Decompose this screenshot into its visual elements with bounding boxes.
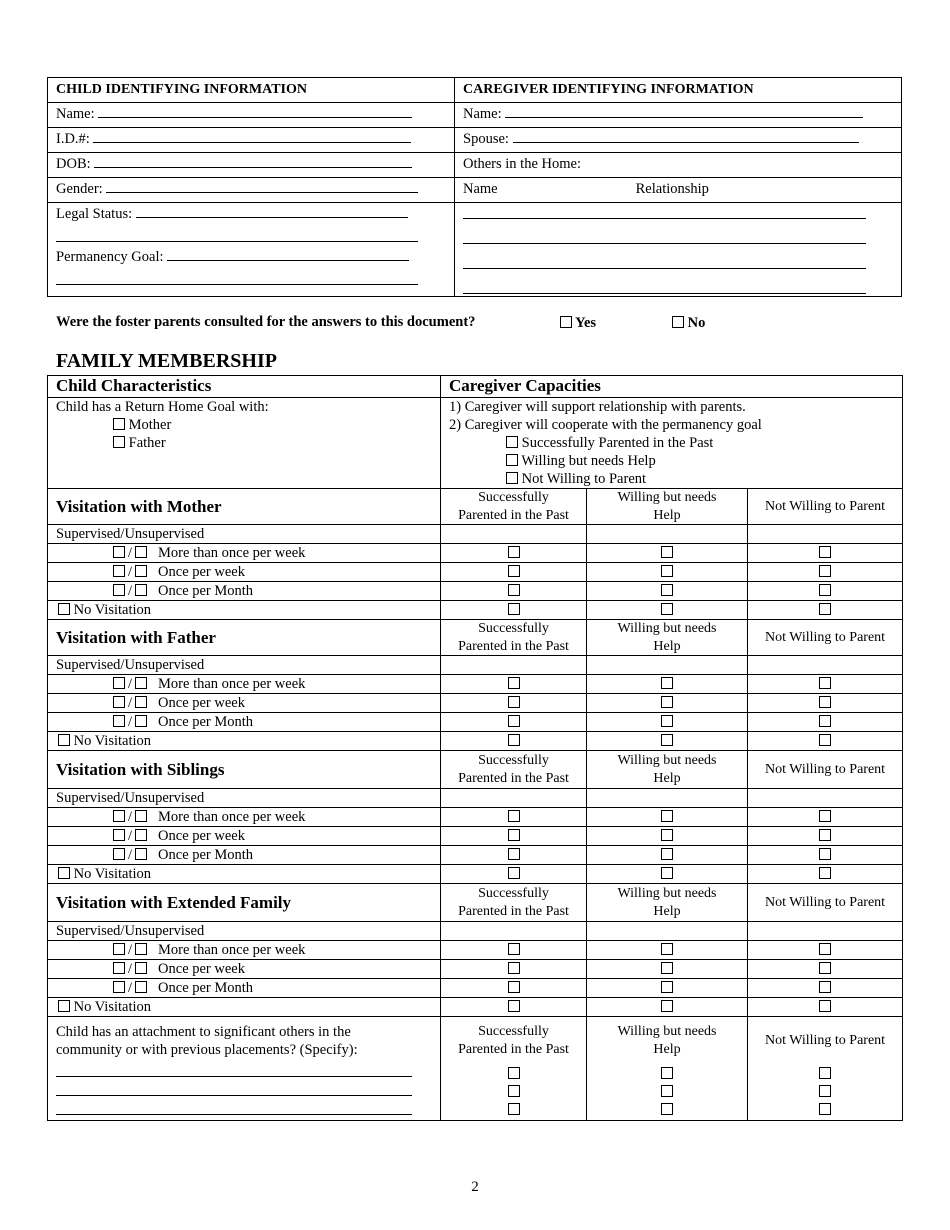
col-successfully-parented: Successfully Parented in the Past	[441, 489, 587, 525]
family-membership-table	[47, 375, 903, 1121]
legal-status-field[interactable]	[136, 205, 408, 218]
attachment-line-1[interactable]	[56, 1075, 412, 1077]
visitation-extended-no-visitation-success-cell	[441, 998, 587, 1017]
spouse-field[interactable]	[513, 130, 859, 143]
visitation-extended-freq-2-not-willing-cell	[748, 960, 903, 979]
visitation-mother-freq-3-success-checkbox[interactable]	[508, 584, 520, 596]
visitation-siblings-no-visitation-success-checkbox[interactable]	[508, 867, 520, 879]
attachment-willing-cell: Willing but needs Help	[587, 1017, 748, 1121]
visitation-extended-freq-3-not-willing-cell	[748, 979, 903, 998]
visitation-father-freq-3-unsupervised-checkbox[interactable]	[135, 715, 147, 727]
visitation-siblings-freq-2-supervised-checkbox[interactable]	[113, 829, 125, 841]
visitation-mother-no-visitation-checkbox[interactable]	[58, 603, 70, 615]
visitation-siblings-freq-3-willing-cell	[587, 846, 748, 865]
caregiver-name-field[interactable]	[505, 105, 863, 118]
visitation-father-freq-1-success-cell	[441, 675, 587, 694]
visitation-extended-freq-1-option	[48, 941, 441, 960]
visitation-father-freq-3-willing-checkbox[interactable]	[661, 715, 673, 727]
visitation-mother-no-visitation-label: No Visitation	[73, 602, 152, 618]
others-label: Others in the Home:	[455, 153, 902, 178]
visitation-extended-no-visitation-checkbox[interactable]	[58, 1000, 70, 1012]
visitation-mother-freq-3-willing-checkbox[interactable]	[661, 584, 673, 596]
mother-checkbox[interactable]	[113, 418, 125, 430]
cap-not-willing-checkbox[interactable]	[506, 472, 518, 484]
attachment-willing-checkbox-2[interactable]	[661, 1085, 673, 1097]
child-id-label: I.D.#:	[56, 131, 90, 147]
visitation-mother-freq-2-option	[48, 563, 441, 582]
visitation-mother-freq-3-supervised-checkbox[interactable]	[113, 584, 125, 596]
visitation-father-freq-2-success-checkbox[interactable]	[508, 696, 520, 708]
col-not-willing: Not Willing to Parent	[748, 884, 903, 922]
visitation-siblings-no-visitation-willing-cell	[587, 865, 748, 884]
page-number: 2	[471, 1179, 479, 1195]
attachment-not-willing-checkbox-1[interactable]	[819, 1067, 831, 1079]
capacity-1: 1) Caregiver will support relationship with parents.	[449, 399, 746, 415]
child-id-cell	[48, 128, 455, 153]
child-gender-field[interactable]	[106, 180, 418, 193]
visitation-father-freq-3-willing-cell	[587, 713, 748, 732]
visitation-extended-freq-2-success-cell	[441, 960, 587, 979]
visitation-mother-freq-1-willing-checkbox[interactable]	[661, 546, 673, 558]
visitation-siblings-no-visitation-checkbox[interactable]	[58, 867, 70, 879]
visitation-siblings-freq-1-label: More than once per week	[158, 809, 306, 825]
spouse-label: Spouse:	[463, 131, 509, 147]
visitation-siblings-freq-2-not-willing-cell	[748, 827, 903, 846]
visitation-siblings-freq-3-unsupervised-checkbox[interactable]	[135, 848, 147, 860]
visitation-extended-freq-2-willing-cell	[587, 960, 748, 979]
visitation-mother-no-visitation-not-willing-checkbox[interactable]	[819, 603, 831, 615]
visitation-father-freq-2-supervised-checkbox[interactable]	[113, 696, 125, 708]
visitation-extended-freq-1-unsupervised-checkbox[interactable]	[135, 943, 147, 955]
visitation-father-no-visitation-label: No Visitation	[73, 733, 152, 749]
empty-cell	[441, 525, 587, 544]
empty-cell	[441, 656, 587, 675]
col-willing-needs-help: Willing but needs Help	[587, 620, 748, 656]
visitation-mother-freq-1-label: More than once per week	[158, 545, 306, 561]
col-successfully-parented: Successfully Parented in the Past	[441, 884, 587, 922]
caregiver-name-label: Name:	[463, 106, 502, 122]
child-info-header: CHILD IDENTIFYING INFORMATION	[48, 78, 455, 103]
visitation-extended-freq-1-label: More than once per week	[158, 942, 306, 958]
visitation-extended-freq-2-not-willing-checkbox[interactable]	[819, 962, 831, 974]
visitation-mother-freq-3-unsupervised-checkbox[interactable]	[135, 584, 147, 596]
visitation-extended-no-visitation-not-willing-cell	[748, 998, 903, 1017]
visitation-mother-freq-1-not-willing-cell	[748, 544, 903, 563]
visitation-extended-freq-1-supervised-checkbox[interactable]	[113, 943, 125, 955]
slash: /	[128, 695, 133, 711]
permanency-goal-field[interactable]	[167, 248, 409, 261]
attachment-success-checkbox-3[interactable]	[508, 1103, 520, 1115]
visitation-father-freq-2-unsupervised-checkbox[interactable]	[135, 696, 147, 708]
child-characteristics-header: Child Characteristics	[48, 376, 441, 398]
visitation-father-freq-3-not-willing-cell	[748, 713, 903, 732]
child-name-label: Name:	[56, 106, 95, 122]
empty-cell	[748, 789, 903, 808]
legal-status-label: Legal Status:	[56, 206, 133, 222]
child-name-field[interactable]	[98, 105, 412, 118]
visitation-mother-no-visitation-not-willing-cell	[748, 601, 903, 620]
visitation-extended-no-visitation-not-willing-checkbox[interactable]	[819, 1000, 831, 1012]
child-dob-label: DOB:	[56, 156, 91, 172]
others-columns	[455, 178, 902, 203]
visitation-siblings-freq-2-success-checkbox[interactable]	[508, 829, 520, 841]
visitation-siblings-freq-2-willing-checkbox[interactable]	[661, 829, 673, 841]
col-not-willing: Not Willing to Parent	[748, 751, 903, 789]
visitation-father-freq-3-label: Once per Month	[158, 714, 254, 730]
visitation-siblings-freq-3-supervised-checkbox[interactable]	[113, 848, 125, 860]
col-willing-needs-help: Willing but needs Help	[587, 751, 748, 789]
slash: /	[128, 564, 133, 580]
visitation-mother-freq-3-option	[48, 582, 441, 601]
cap-willing-label: Willing but needs Help	[521, 453, 656, 469]
cap-success-label: Successfully Parented in the Past	[521, 435, 714, 451]
others-line-1[interactable]	[463, 217, 866, 219]
visitation-mother-freq-2-not-willing-checkbox[interactable]	[819, 565, 831, 577]
visitation-extended-freq-1-willing-cell	[587, 941, 748, 960]
visitation-siblings-no-visitation-not-willing-cell	[748, 865, 903, 884]
empty-cell	[587, 525, 748, 544]
visitation-extended-freq-2-supervised-checkbox[interactable]	[113, 962, 125, 974]
visitation-extended-freq-3-unsupervised-checkbox[interactable]	[135, 981, 147, 993]
visitation-father-title: Visitation with Father	[48, 620, 441, 656]
visitation-father-freq-1-label: More than once per week	[158, 676, 306, 692]
capacities-cell	[441, 398, 903, 489]
visitation-siblings-title: Visitation with Siblings	[48, 751, 441, 789]
visitation-father-freq-3-option	[48, 713, 441, 732]
slash: /	[128, 847, 133, 863]
visitation-siblings-freq-2-option	[48, 827, 441, 846]
visitation-siblings-freq-3-success-cell	[441, 846, 587, 865]
visitation-father-freq-2-option	[48, 694, 441, 713]
cap-not-willing-label: Not Willing to Parent	[521, 471, 647, 487]
visitation-extended-freq-2-option	[48, 960, 441, 979]
col-successfully-parented: Successfully Parented in the Past	[441, 751, 587, 789]
visitation-mother-freq-1-option	[48, 544, 441, 563]
visitation-siblings-no-visitation-option	[48, 865, 441, 884]
cap-success-checkbox[interactable]	[506, 436, 518, 448]
visitation-extended-freq-2-success-checkbox[interactable]	[508, 962, 520, 974]
visitation-father-freq-3-success-checkbox[interactable]	[508, 715, 520, 727]
visitation-siblings-freq-1-success-checkbox[interactable]	[508, 810, 520, 822]
visitation-father-no-visitation-success-checkbox[interactable]	[508, 734, 520, 746]
visitation-extended-freq-2-unsupervised-checkbox[interactable]	[135, 962, 147, 974]
attachment-line-2[interactable]	[56, 1094, 412, 1096]
visitation-mother-freq-3-success-cell	[441, 582, 587, 601]
others-line-4[interactable]	[463, 292, 866, 294]
visitation-siblings-freq-3-not-willing-checkbox[interactable]	[819, 848, 831, 860]
visitation-father-freq-1-willing-checkbox[interactable]	[661, 677, 673, 689]
attachment-success-checkbox-2[interactable]	[508, 1085, 520, 1097]
attachment-willing-checkbox-1[interactable]	[661, 1067, 673, 1079]
consult-yes-checkbox[interactable]	[560, 316, 572, 328]
empty-cell	[587, 789, 748, 808]
empty-cell	[748, 525, 903, 544]
visitation-mother-freq-2-not-willing-cell	[748, 563, 903, 582]
mother-label: Mother	[128, 417, 172, 433]
visitation-extended-freq-3-success-checkbox[interactable]	[508, 981, 520, 993]
empty-cell	[748, 656, 903, 675]
visitation-siblings-freq-3-willing-checkbox[interactable]	[661, 848, 673, 860]
visitation-extended-freq-1-not-willing-checkbox[interactable]	[819, 943, 831, 955]
visitation-father-freq-1-not-willing-cell	[748, 675, 903, 694]
attachment-not-willing-checkbox-3[interactable]	[819, 1103, 831, 1115]
slash: /	[128, 583, 133, 599]
slash: /	[128, 828, 133, 844]
child-dob-field[interactable]	[94, 155, 412, 168]
visitation-siblings-freq-2-willing-cell	[587, 827, 748, 846]
visitation-extended-freq-3-willing-checkbox[interactable]	[661, 981, 673, 993]
visitation-father-supervised-label: Supervised/Unsupervised	[48, 656, 441, 675]
consult-question-row	[56, 314, 896, 331]
visitation-extended-freq-3-not-willing-checkbox[interactable]	[819, 981, 831, 993]
visitation-extended-title: Visitation with Extended Family	[48, 884, 441, 922]
visitation-siblings-freq-1-not-willing-cell	[748, 808, 903, 827]
visitation-mother-freq-3-not-willing-cell	[748, 582, 903, 601]
visitation-father-freq-2-willing-cell	[587, 694, 748, 713]
visitation-siblings-freq-1-not-willing-checkbox[interactable]	[819, 810, 831, 822]
visitation-father-no-visitation-not-willing-checkbox[interactable]	[819, 734, 831, 746]
permanency-goal-line-2[interactable]	[56, 283, 418, 285]
family-membership-title: FAMILY MEMBERSHIP	[56, 350, 277, 372]
visitation-mother-freq-3-label: Once per Month	[158, 583, 254, 599]
others-name-col: Name	[463, 181, 498, 197]
visitation-father-freq-2-not-willing-checkbox[interactable]	[819, 696, 831, 708]
visitation-mother-freq-1-willing-cell	[587, 544, 748, 563]
permanency-goal-label: Permanency Goal:	[56, 249, 164, 265]
visitation-mother-freq-1-supervised-checkbox[interactable]	[113, 546, 125, 558]
visitation-father-freq-1-willing-cell	[587, 675, 748, 694]
visitation-siblings-freq-1-unsupervised-checkbox[interactable]	[135, 810, 147, 822]
child-gender-label: Gender:	[56, 181, 103, 197]
empty-cell	[748, 922, 903, 941]
visitation-mother-freq-2-unsupervised-checkbox[interactable]	[135, 565, 147, 577]
attachment-not-willing-checkbox-2[interactable]	[819, 1085, 831, 1097]
visitation-father-freq-1-supervised-checkbox[interactable]	[113, 677, 125, 689]
visitation-extended-freq-3-option	[48, 979, 441, 998]
spouse-cell	[455, 128, 902, 153]
visitation-father-freq-3-success-cell	[441, 713, 587, 732]
visitation-father-no-visitation-willing-cell	[587, 732, 748, 751]
visitation-mother-freq-2-label: Once per week	[158, 564, 245, 580]
visitation-mother-freq-1-not-willing-checkbox[interactable]	[819, 546, 831, 558]
consult-no-label: No	[687, 315, 706, 331]
empty-cell	[587, 922, 748, 941]
visitation-extended-freq-3-label: Once per Month	[158, 980, 254, 996]
visitation-father-freq-2-willing-checkbox[interactable]	[661, 696, 673, 708]
father-checkbox[interactable]	[113, 436, 125, 448]
visitation-extended-freq-3-willing-cell	[587, 979, 748, 998]
visitation-extended-freq-2-willing-checkbox[interactable]	[661, 962, 673, 974]
visitation-father-freq-3-supervised-checkbox[interactable]	[113, 715, 125, 727]
visitation-extended-freq-3-supervised-checkbox[interactable]	[113, 981, 125, 993]
slash: /	[128, 809, 133, 825]
child-id-field[interactable]	[93, 130, 411, 143]
attachment-success-checkbox-1[interactable]	[508, 1067, 520, 1079]
slash: /	[128, 545, 133, 561]
others-relationship-col: Relationship	[635, 181, 709, 197]
visitation-mother-freq-1-success-checkbox[interactable]	[508, 546, 520, 558]
visitation-father-freq-1-success-checkbox[interactable]	[508, 677, 520, 689]
visitation-siblings-no-visitation-willing-checkbox[interactable]	[661, 867, 673, 879]
others-line-2[interactable]	[463, 242, 866, 244]
visitation-extended-no-visitation-success-checkbox[interactable]	[508, 1000, 520, 1012]
visitation-siblings-supervised-label: Supervised/Unsupervised	[48, 789, 441, 808]
visitation-siblings-no-visitation-success-cell	[441, 865, 587, 884]
visitation-siblings-freq-3-not-willing-cell	[748, 846, 903, 865]
visitation-father-freq-1-option	[48, 675, 441, 694]
visitation-father-no-visitation-success-cell	[441, 732, 587, 751]
child-name-cell	[48, 103, 455, 128]
legal-status-line-2[interactable]	[56, 240, 418, 242]
others-lines-cell	[455, 203, 902, 297]
others-line-3[interactable]	[463, 267, 866, 269]
slash: /	[128, 676, 133, 692]
child-gender-cell	[48, 178, 455, 203]
visitation-extended-supervised-label: Supervised/Unsupervised	[48, 922, 441, 941]
consult-yes-label: Yes	[575, 315, 597, 331]
visitation-mother-freq-2-willing-cell	[587, 563, 748, 582]
child-dob-cell	[48, 153, 455, 178]
visitation-mother-no-visitation-success-checkbox[interactable]	[508, 603, 520, 615]
empty-cell	[441, 789, 587, 808]
col-willing-needs-help: Willing but needs Help	[587, 489, 748, 525]
visitation-father-freq-2-success-cell	[441, 694, 587, 713]
visitation-siblings-no-visitation-not-willing-checkbox[interactable]	[819, 867, 831, 879]
visitation-mother-freq-2-supervised-checkbox[interactable]	[113, 565, 125, 577]
empty-cell	[441, 922, 587, 941]
visitation-siblings-freq-3-label: Once per Month	[158, 847, 254, 863]
slash: /	[128, 980, 133, 996]
attachment-line-3[interactable]	[56, 1113, 412, 1115]
visitation-father-no-visitation-not-willing-cell	[748, 732, 903, 751]
empty-cell	[587, 656, 748, 675]
attachment-question: Child has an attachment to significant others in the community or with previous placements? (Specify):	[56, 1024, 358, 1058]
visitation-mother-no-visitation-option	[48, 601, 441, 620]
visitation-siblings-freq-1-willing-checkbox[interactable]	[661, 810, 673, 822]
attachment-success-cell: Successfully Parented in the Past	[441, 1017, 587, 1121]
visitation-siblings-freq-3-success-checkbox[interactable]	[508, 848, 520, 860]
visitation-siblings-no-visitation-label: No Visitation	[73, 866, 152, 882]
caregiver-capacities-header: Caregiver Capacities	[441, 376, 903, 398]
visitation-siblings-freq-1-willing-cell	[587, 808, 748, 827]
visitation-extended-freq-1-success-checkbox[interactable]	[508, 943, 520, 955]
col-successfully-parented: Successfully Parented in the Past	[441, 620, 587, 656]
visitation-siblings-freq-1-supervised-checkbox[interactable]	[113, 810, 125, 822]
attachment-willing-checkbox-3[interactable]	[661, 1103, 673, 1115]
visitation-mother-freq-2-success-checkbox[interactable]	[508, 565, 520, 577]
caregiver-name-cell	[455, 103, 902, 128]
visitation-mother-title: Visitation with Mother	[48, 489, 441, 525]
visitation-extended-no-visitation-willing-cell	[587, 998, 748, 1017]
visitation-siblings-freq-2-not-willing-checkbox[interactable]	[819, 829, 831, 841]
caregiver-info-header: CAREGIVER IDENTIFYING INFORMATION	[455, 78, 902, 103]
consult-question: Were the foster parents consulted for the answers to this document?	[56, 314, 476, 330]
slash: /	[128, 961, 133, 977]
visitation-mother-no-visitation-willing-cell	[587, 601, 748, 620]
visitation-siblings-freq-2-label: Once per week	[158, 828, 245, 844]
visitation-mother-no-visitation-willing-checkbox[interactable]	[661, 603, 673, 615]
slash: /	[128, 714, 133, 730]
visitation-mother-freq-2-success-cell	[441, 563, 587, 582]
visitation-extended-freq-2-label: Once per week	[158, 961, 245, 977]
visitation-extended-no-visitation-option	[48, 998, 441, 1017]
visitation-father-freq-1-unsupervised-checkbox[interactable]	[135, 677, 147, 689]
visitation-mother-supervised-label: Supervised/Unsupervised	[48, 525, 441, 544]
father-label: Father	[128, 435, 166, 451]
visitation-father-no-visitation-checkbox[interactable]	[58, 734, 70, 746]
visitation-father-freq-2-label: Once per week	[158, 695, 245, 711]
col-not-willing: Not Willing to Parent	[748, 620, 903, 656]
consult-no-checkbox[interactable]	[672, 316, 684, 328]
attachment-cell	[48, 1017, 441, 1121]
visitation-father-freq-1-not-willing-checkbox[interactable]	[819, 677, 831, 689]
visitation-siblings-freq-1-success-cell	[441, 808, 587, 827]
visitation-extended-freq-1-willing-checkbox[interactable]	[661, 943, 673, 955]
visitation-siblings-freq-1-option	[48, 808, 441, 827]
cap-willing-checkbox[interactable]	[506, 454, 518, 466]
identifying-info-table	[47, 77, 902, 297]
col-not-willing: Not Willing to Parent	[748, 489, 903, 525]
visitation-mother-freq-1-unsupervised-checkbox[interactable]	[135, 546, 147, 558]
visitation-siblings-freq-2-success-cell	[441, 827, 587, 846]
visitation-father-no-visitation-option	[48, 732, 441, 751]
visitation-mother-freq-1-success-cell	[441, 544, 587, 563]
visitation-mother-freq-2-willing-checkbox[interactable]	[661, 565, 673, 577]
slash: /	[128, 942, 133, 958]
legal-status-cell	[48, 203, 455, 297]
visitation-mother-no-visitation-success-cell	[441, 601, 587, 620]
return-home-goal-cell	[48, 398, 441, 489]
visitation-mother-freq-3-not-willing-checkbox[interactable]	[819, 584, 831, 596]
visitation-father-no-visitation-willing-checkbox[interactable]	[661, 734, 673, 746]
attachment-not-willing-cell: Not Willing to Parent	[748, 1017, 903, 1121]
visitation-extended-freq-1-success-cell	[441, 941, 587, 960]
col-willing-needs-help: Willing but needs Help	[587, 884, 748, 922]
visitation-extended-freq-3-success-cell	[441, 979, 587, 998]
return-home-goal-label: Child has a Return Home Goal with:	[56, 399, 269, 415]
capacity-2: 2) Caregiver will cooperate with the permanency goal	[449, 417, 762, 433]
visitation-extended-freq-1-not-willing-cell	[748, 941, 903, 960]
visitation-siblings-freq-2-unsupervised-checkbox[interactable]	[135, 829, 147, 841]
visitation-father-freq-2-not-willing-cell	[748, 694, 903, 713]
visitation-father-freq-3-not-willing-checkbox[interactable]	[819, 715, 831, 727]
visitation-extended-no-visitation-label: No Visitation	[73, 999, 152, 1015]
visitation-mother-freq-3-willing-cell	[587, 582, 748, 601]
visitation-extended-no-visitation-willing-checkbox[interactable]	[661, 1000, 673, 1012]
visitation-siblings-freq-3-option	[48, 846, 441, 865]
